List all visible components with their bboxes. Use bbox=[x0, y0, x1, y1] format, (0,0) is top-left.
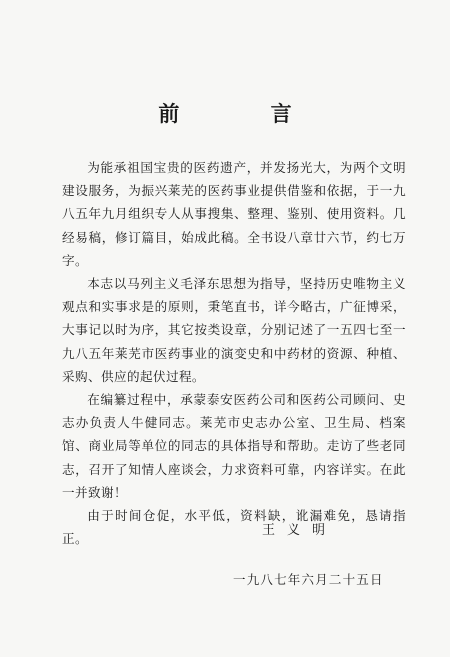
document-date: 一九八七年六月二十五日 bbox=[233, 572, 384, 587]
author-signature: 王义明 bbox=[262, 523, 338, 538]
page-title: 前 言 bbox=[158, 102, 334, 126]
preface-body bbox=[62, 156, 406, 550]
paragraph-3: 在编纂过程中，承蒙泰安医药公司和医药公司顾问、史志办负责人牛健同志。莱芜市史志办公室、卫生局、档案馆、商业局等单位的同志的具体指导和帮助。走访了些老同志，召开了知情人座谈会，力求资料可靠，内容详实。在此一并致谢！ bbox=[62, 392, 406, 500]
paragraph-2: 本志以马列主义毛泽东思想为指导，坚持历史唯物主义观点和实事求是的原则，秉笔直书，详今略古，广征博采，大事记以时为序，其它按类设章，分别记述了一五四七至一九八五年莱芜市医药事业的演变史和中药材的资源、种植、采购、供应的起伏过程。 bbox=[62, 276, 406, 384]
paragraph-4: 由于时间仓促，水平低，资料缺，讹漏难免，恳请指正。 bbox=[62, 508, 406, 547]
paragraph-1: 为能承祖国宝贵的医药遗产，并发扬光大，为两个文明建设服务，为振兴莱芜的医药事业提供借鉴和依据，于一九八五年九月组织专人从事搜集、整理、鉴别、使用资料。几经易稿，修订篇目，始成此稿。全书设八章廿六节，约七万字。 bbox=[62, 160, 406, 268]
